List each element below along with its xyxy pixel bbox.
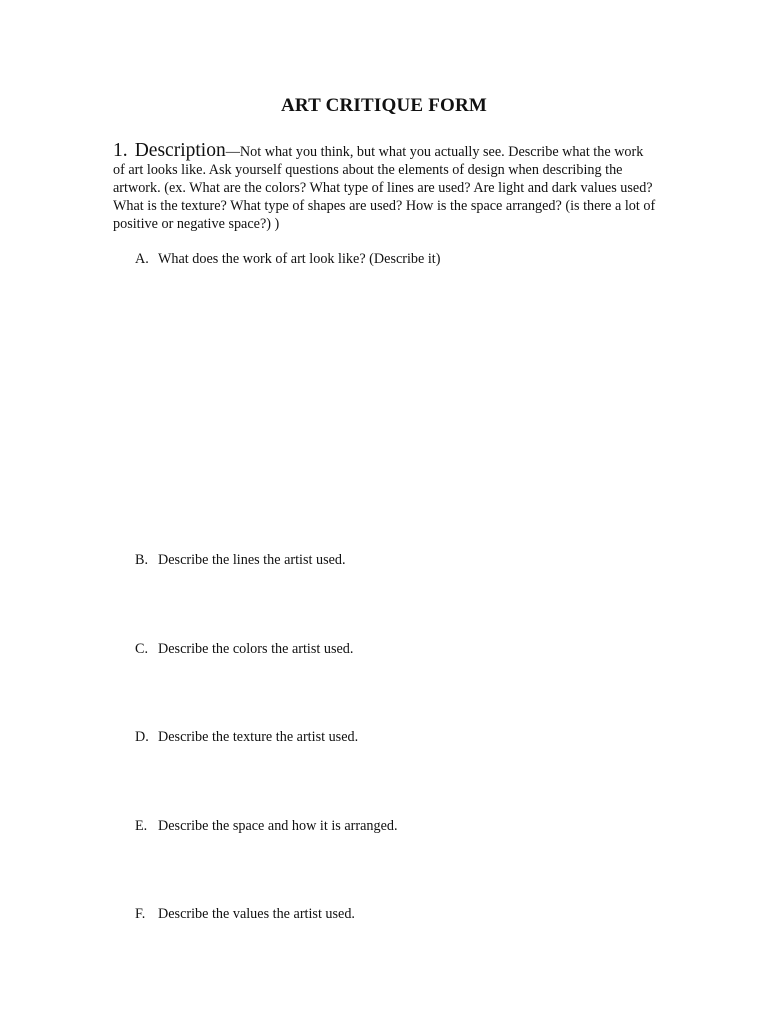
section-heading: Description <box>134 140 226 161</box>
question-f <box>135 906 355 923</box>
question-letter: E. <box>135 818 148 834</box>
question-letter: B. <box>135 552 149 568</box>
question-text: What does the work of art look like? (Describe it) <box>158 251 441 267</box>
answer-area-a[interactable] <box>135 280 655 540</box>
question-text: Describe the lines the artist used. <box>158 552 346 568</box>
question-text: Describe the values the artist used. <box>158 906 355 922</box>
question-letter: D. <box>135 729 149 745</box>
answer-area-e[interactable] <box>135 844 655 904</box>
question-d <box>135 729 358 746</box>
answer-area-f[interactable] <box>135 932 655 1002</box>
section-number: 1. <box>113 140 128 161</box>
question-letter: C. <box>135 641 149 657</box>
question-text: Describe the space and how it is arranged. <box>158 818 398 834</box>
question-letter: F. <box>135 906 146 922</box>
question-e <box>135 818 398 835</box>
section-intro: Not what you think, but what you actually see. Describe what the work of art looks like. Ask yourself questions about the elements of design when describing the artwork. (ex. What are the colors? What type of lines are used? Are light and dark values used? What is the texture? What type of shapes are used? How is the space arranged? (is there a lot of positive or negative space?) ) <box>113 144 656 232</box>
question-b <box>135 552 346 569</box>
question-text: Describe the colors the artist used. <box>158 641 354 657</box>
answer-area-d[interactable] <box>135 755 655 815</box>
answer-area-b[interactable] <box>135 578 655 638</box>
form-title: ART CRITIQUE FORM <box>280 95 488 116</box>
question-letter: A. <box>135 251 149 267</box>
question-c <box>135 641 353 658</box>
answer-area-c[interactable] <box>135 667 655 727</box>
section-description <box>113 142 658 233</box>
question-text: Describe the texture the artist used. <box>158 729 359 745</box>
question-a <box>135 251 440 268</box>
section-dash: — <box>225 144 240 160</box>
